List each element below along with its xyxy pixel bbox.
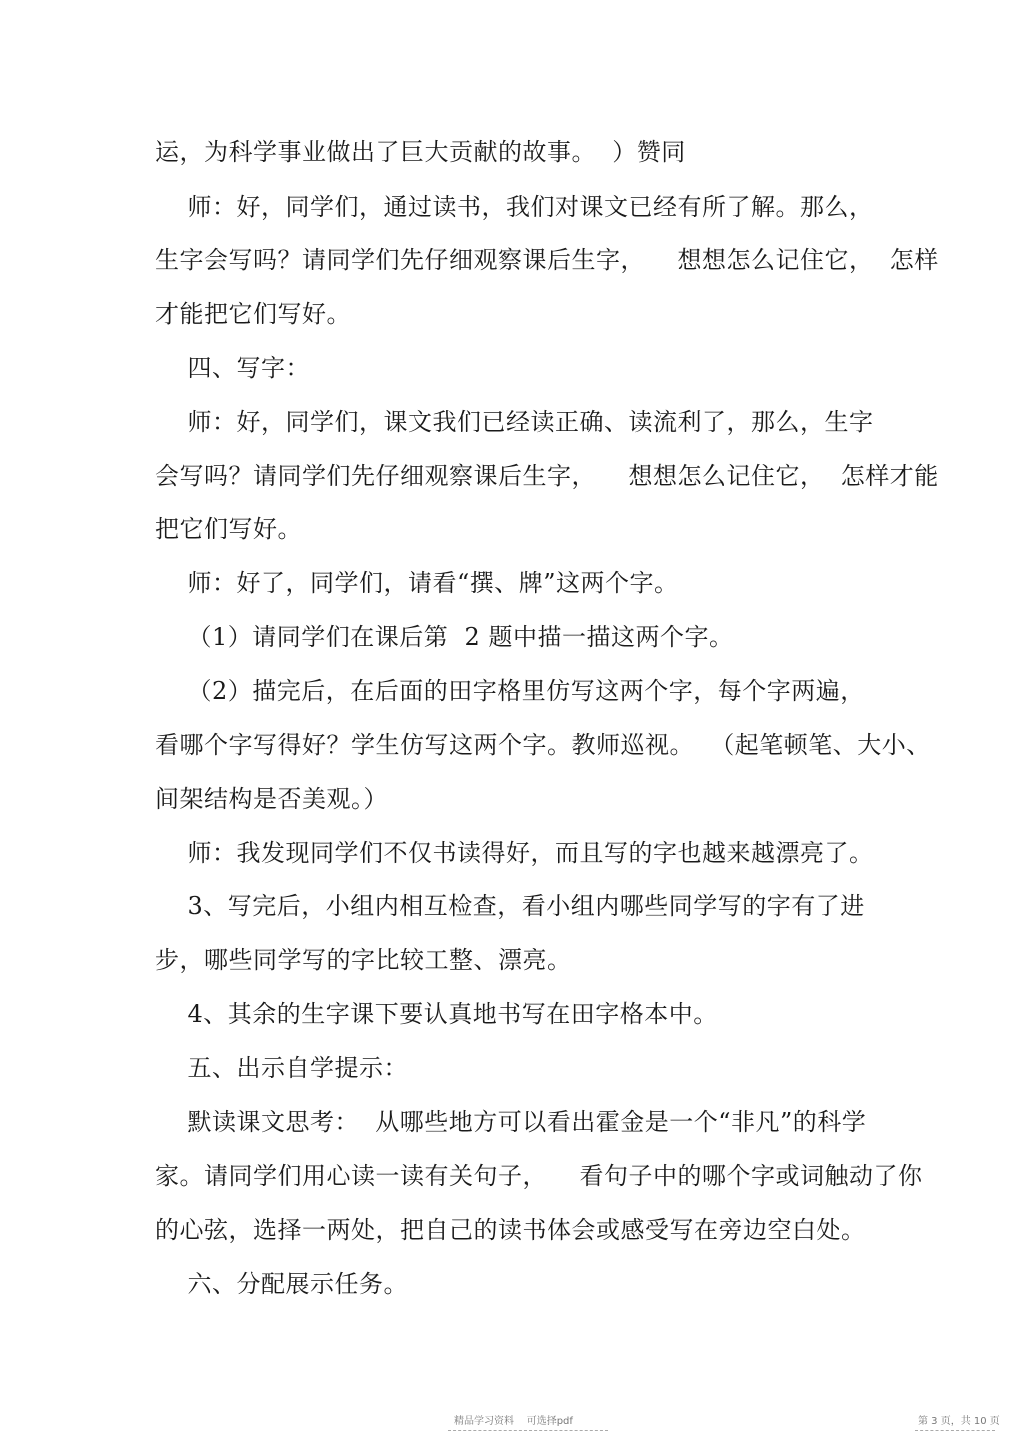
- paragraph-line: 运，为科学事业做出了巨大贡献的故事。 ）赞同: [155, 138, 686, 166]
- paragraph-line: （1）请同学们在课后第 2 题中描一描这两个字。: [155, 623, 734, 651]
- paragraph-line: 师：好，同学们，课文我们已经读正确、读流利了，那么，生字: [155, 408, 874, 436]
- section-heading: 六、分配展示任务。: [155, 1270, 409, 1298]
- page-number: 第 3 页，共 10 页: [918, 1416, 1000, 1427]
- paragraph-line: 步，哪些同学写的字比较工整、漂亮。: [155, 946, 572, 974]
- section-heading: 四、写字：: [155, 354, 311, 382]
- paragraph-line: 间架结构是否美观。）: [155, 785, 388, 813]
- footer-watermark: 精品学习资料 可选择pdf: [454, 1416, 573, 1427]
- paragraph-line: 4、其余的生字课下要认真地书写在田字格本中。: [155, 1000, 718, 1028]
- paragraph-line: 师：好，同学们，通过读书，我们对课文已经有所了解。那么，: [155, 193, 874, 221]
- paragraph-line: 把它们写好。: [155, 515, 302, 543]
- paragraph-line: 的心弦，选择一两处，把自己的读书体会或感受写在旁边空白处。: [155, 1216, 866, 1244]
- section-heading: 五、出示自学提示：: [155, 1054, 409, 1082]
- paragraph-line: 师：好了，同学们，请看“撰、牌”这两个字。: [155, 569, 679, 597]
- paragraph-line: 生字会写吗？请同学们先仔细观察课后生字， 想想怎么记住它， 怎样: [155, 246, 939, 274]
- paragraph-line: 家。请同学们用心读一读有关句子， 看句子中的哪个字或词触动了你: [155, 1162, 923, 1190]
- paragraph-line: 3、写完后，小组内相互检查，看小组内哪些同学写的字有了进: [155, 892, 865, 920]
- paragraph-line: 默读课文思考： 从哪些地方可以看出霍金是一个“非凡”的科学: [155, 1108, 867, 1136]
- footer-divider: [448, 1430, 608, 1431]
- paragraph-line: （2）描完后，在后面的田字格里仿写这两个字，每个字两遍，: [155, 677, 865, 705]
- paragraph-line: 看哪个字写得好？学生仿写这两个字。教师巡视。 （起笔顿笔、大小、: [155, 731, 931, 759]
- footer-divider: [915, 1430, 995, 1431]
- paragraph-line: 才能把它们写好。: [155, 300, 351, 328]
- paragraph-line: 会写吗？请同学们先仔细观察课后生字， 想想怎么记住它， 怎样才能: [155, 462, 939, 490]
- paragraph-line: 师：我发现同学们不仅书读得好，而且写的字也越来越漂亮了。: [155, 839, 874, 867]
